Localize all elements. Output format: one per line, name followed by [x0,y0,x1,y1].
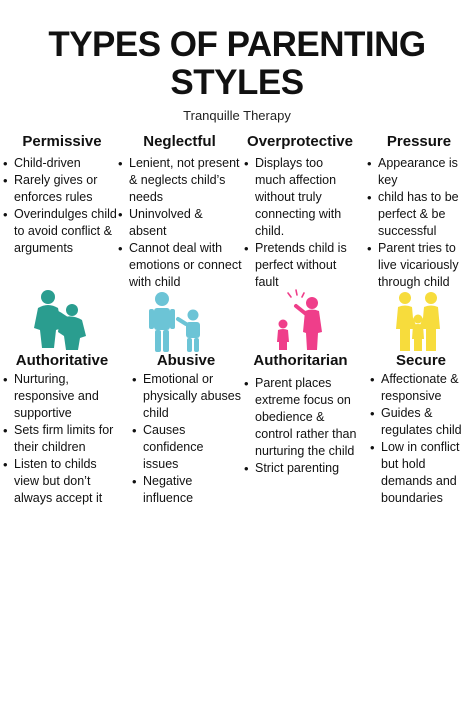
list-item: • Parent tries to live vicariously through child [366,240,472,291]
list-item: • Affectionate & responsive [369,371,473,405]
style-column-secure [369,352,473,507]
list-item: • Uninvolved & absent [117,206,242,240]
list-item: • Displays too much affection without truly connecting with child. [243,155,357,240]
list-item: • Nurturing, responsive and supportive [2,371,122,422]
style-heading: Secure [395,352,447,369]
style-list [117,155,242,291]
list-item: • Low in conflict but hold demands and boundaries [369,439,473,507]
list-item: • Listen to childs view but don’t always accept it [2,456,122,507]
page-subtitle: Tranquille Therapy [183,108,291,123]
style-column-overprotective [243,133,357,291]
list-item: • Parent places extreme focus on obedience & control rather than nurturing the child [243,375,358,460]
list-item: • Child-driven [2,155,122,172]
style-heading: Neglectful [143,133,216,150]
style-heading: Permissive [22,133,102,150]
list-item: • Lenient, not present & neglects child’s needs [117,155,242,206]
family-holding-hands-icon [396,289,440,353]
list-item: • Cannot deal with emotions or connect with child [117,240,242,291]
style-heading: Authoritative [15,352,109,369]
list-item: • Guides & regulates child [369,405,473,439]
list-item: • Strict parenting [243,460,358,477]
style-list [366,155,472,291]
style-heading: Overprotective [247,133,353,150]
style-column-neglectful [117,133,242,291]
list-item: • Rarely gives or enforces rules [2,172,122,206]
style-heading: Pressure [386,133,452,150]
list-item: • Overindulges child to avoid conflict & arguments [2,206,122,257]
list-item: • Pretends child is perfect without fault [243,240,357,291]
style-column-abusive [131,352,241,507]
style-column-authoritative [2,352,122,507]
style-list [243,155,357,291]
style-list [131,371,241,507]
page-title: TYPES OF PARENTING STYLES [48,25,426,102]
list-item: • Negative influence [131,473,241,507]
list-item: • Appearance is key [366,155,472,189]
style-heading: Authoritarian [253,352,348,369]
style-list [243,375,358,477]
parent-scolding-child-icon [146,291,208,353]
list-item: • child has to be perfect & be successful [366,189,472,240]
list-item: • Sets firm limits for their children [2,422,122,456]
style-list [2,155,122,257]
style-list [2,371,122,507]
style-column-permissive [2,133,122,257]
list-item: • Emotional or physically abuses child [131,371,241,422]
style-heading: Abusive [156,352,216,369]
style-column-authoritarian [243,352,358,477]
parent-pointing-at-child-icon [274,288,324,352]
style-column-pressure [366,133,472,291]
embracing-parent-child-icon [30,288,92,352]
style-list [369,371,473,507]
list-item: • Causes confidence issues [131,422,241,473]
